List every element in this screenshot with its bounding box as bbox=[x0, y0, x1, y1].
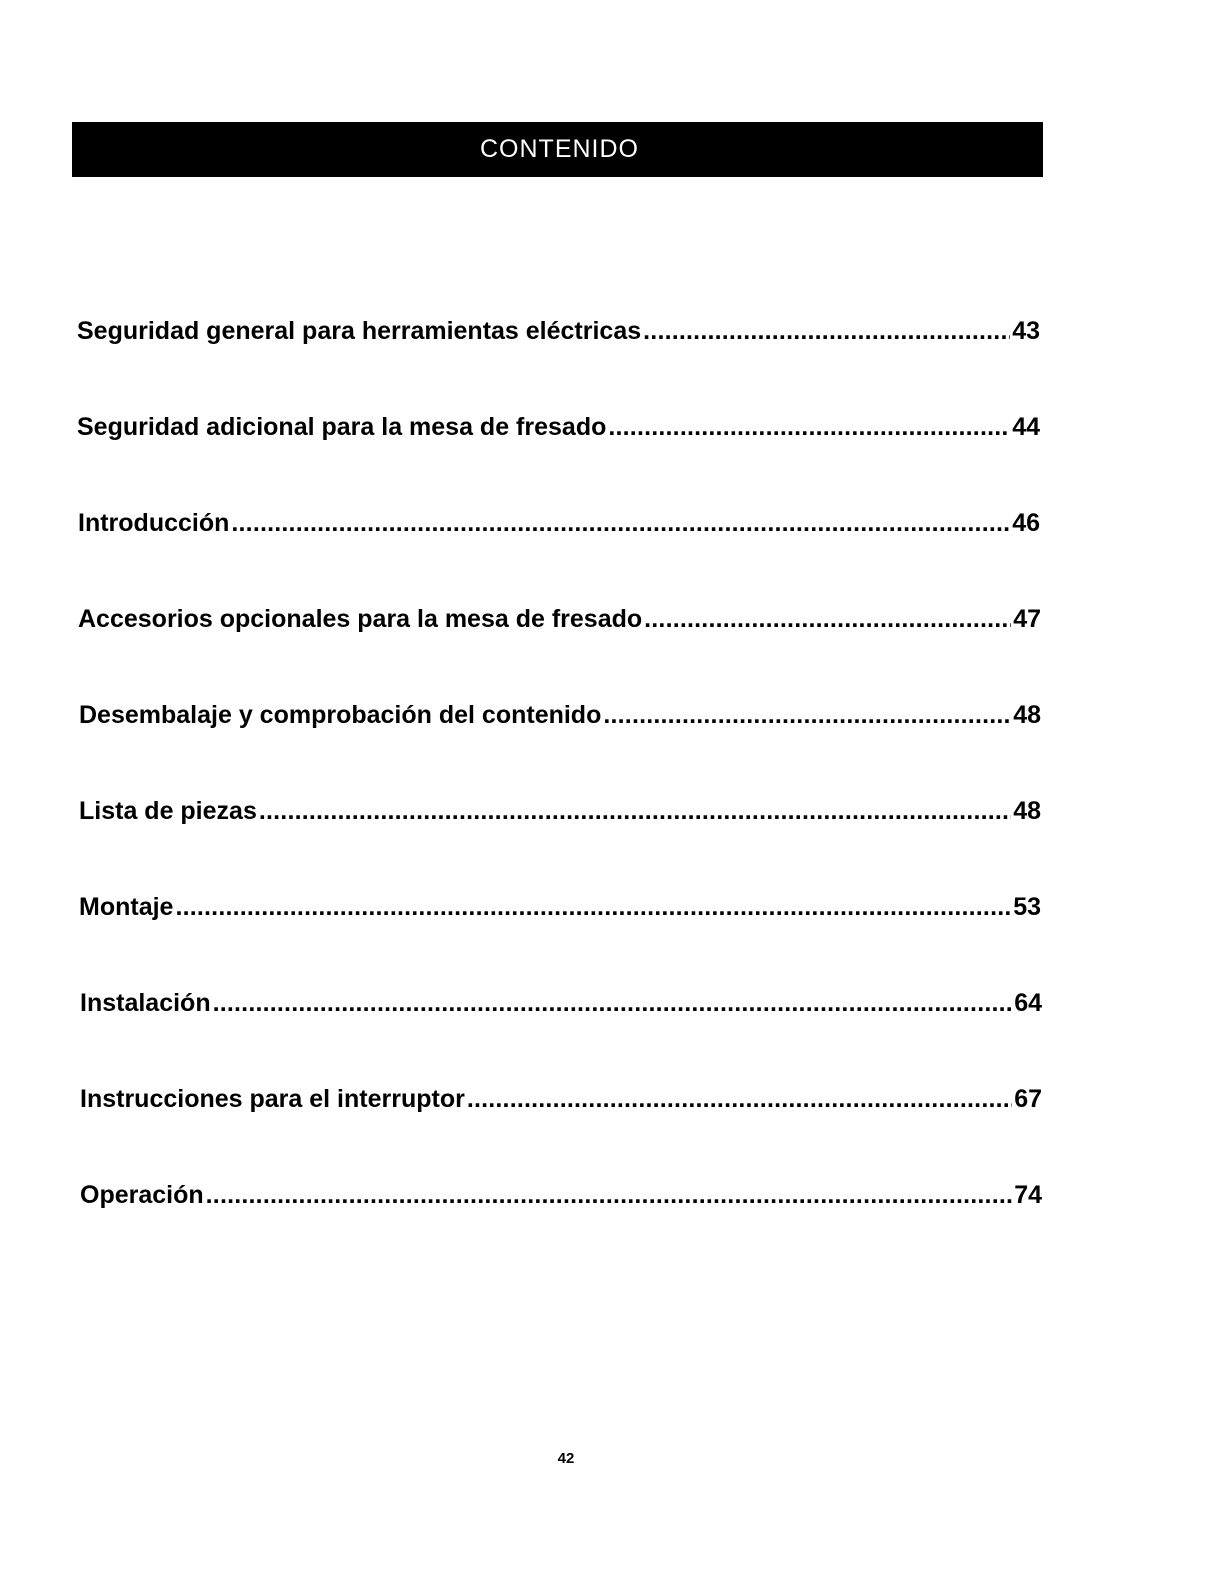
toc-dot-leader bbox=[608, 412, 1010, 442]
toc-entry-label: Montaje bbox=[79, 893, 174, 921]
toc-entry-label: Accesorios opcionales para la mesa de fresado bbox=[78, 605, 643, 633]
toc-dot-leader bbox=[213, 988, 1013, 1018]
toc-entry bbox=[79, 690, 1041, 730]
toc-entry-page: 48 bbox=[1013, 797, 1041, 825]
toc-entry bbox=[80, 1074, 1042, 1114]
toc-entry bbox=[80, 1170, 1042, 1210]
toc-entry-page: 44 bbox=[1012, 413, 1040, 441]
toc-entry-label: Instrucciones para el interruptor bbox=[80, 1085, 465, 1113]
toc-entry-page: 47 bbox=[1013, 605, 1041, 633]
toc-entry-label: Introducción bbox=[78, 509, 230, 537]
toc-entry-page: 46 bbox=[1012, 509, 1040, 537]
toc-dot-leader bbox=[231, 508, 1010, 538]
toc-entry bbox=[79, 882, 1041, 922]
toc-entry-page: 48 bbox=[1013, 701, 1041, 729]
toc-dot-leader bbox=[603, 700, 1011, 730]
toc-dot-leader bbox=[175, 892, 1011, 922]
toc-entry-label: Seguridad adicional para la mesa de fresado bbox=[77, 413, 607, 441]
toc-dot-leader bbox=[259, 796, 1011, 826]
toc-entry bbox=[77, 306, 1040, 346]
toc-entry bbox=[77, 402, 1040, 442]
toc-entry-label: Desembalaje y comprobación del contenido bbox=[79, 701, 602, 729]
toc-dot-leader bbox=[644, 604, 1011, 634]
toc-entry-page: 74 bbox=[1014, 1181, 1042, 1209]
toc-entry-page: 53 bbox=[1013, 893, 1041, 921]
toc-dot-leader bbox=[643, 316, 1010, 346]
page-number: 42 bbox=[557, 1450, 575, 1467]
toc-dot-leader bbox=[206, 1180, 1013, 1210]
toc-entry bbox=[80, 978, 1042, 1018]
toc-entry-label: Seguridad general para herramientas eléctricas bbox=[77, 317, 642, 345]
toc-entry-label: Operación bbox=[80, 1181, 204, 1209]
toc-entry-page: 43 bbox=[1012, 317, 1040, 345]
toc-entry bbox=[79, 786, 1041, 826]
toc-entry bbox=[78, 594, 1041, 634]
toc-entry bbox=[78, 498, 1040, 538]
toc-entry-label: Lista de piezas bbox=[79, 797, 257, 825]
toc-entry-label: Instalación bbox=[80, 989, 211, 1017]
toc-entry-page: 64 bbox=[1014, 989, 1042, 1017]
toc-entry-page: 67 bbox=[1014, 1085, 1042, 1113]
toc-dot-leader bbox=[467, 1084, 1012, 1114]
page-title: CONTENIDO bbox=[480, 135, 639, 163]
